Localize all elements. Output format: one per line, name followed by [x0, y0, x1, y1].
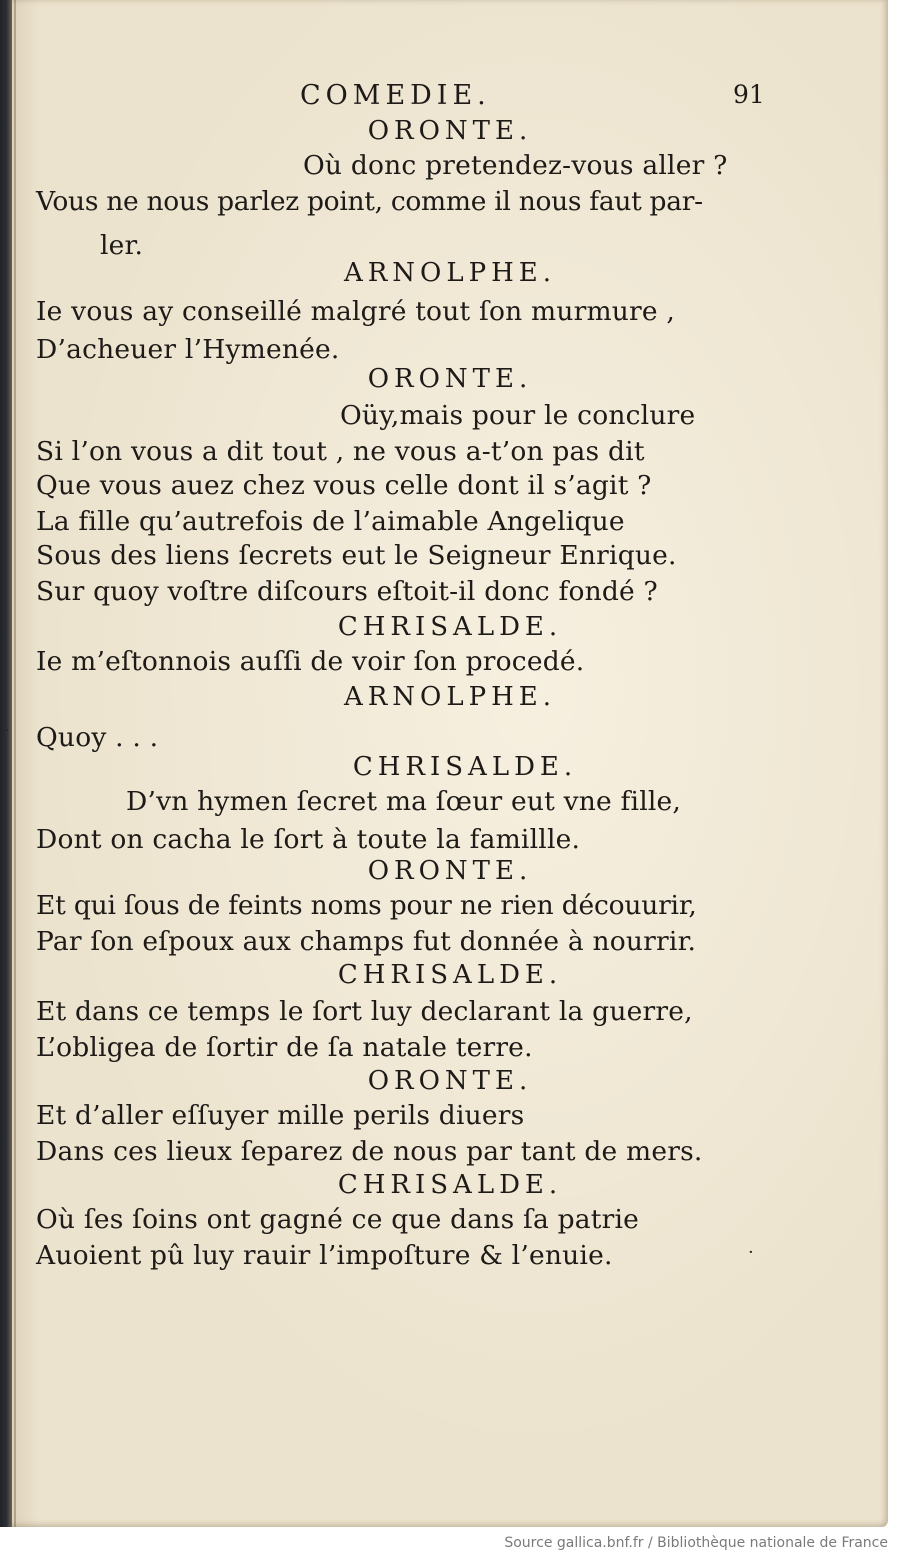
speaker-name: ARNOLPHE. [343, 682, 557, 712]
speaker-name: CHRISALDE. [337, 960, 563, 990]
verse-line: Si l’on vous a dit tout , ne vous a-t’on pas dit [36, 436, 645, 467]
verse-line: Dont on cacha le ſort à toute la famillle. [36, 824, 581, 855]
verse-line: La fille qu’autrefois de l’aimable Angelique [36, 506, 625, 537]
verse-line: Dans ces lieux ſeparez de nous par tant de mers. [36, 1136, 703, 1167]
verse-line: Ie vous ay conseillé malgré tout ſon murmure , [36, 296, 676, 327]
verse-line: D’acheuer l’Hymenée. [36, 334, 340, 365]
speaker-name: ORONTE. [367, 364, 533, 394]
verse-line: Par ſon eſpoux aux champs fut donnée à nourrir. [36, 926, 697, 957]
running-head: COMEDIE. [300, 80, 491, 111]
verse-line: Vous ne nous parlez point, comme il nous faut par- [36, 186, 703, 217]
page-number: 91 [733, 80, 765, 109]
book-spine [0, 0, 12, 1527]
margin-speck: · [4, 1168, 9, 1184]
verse-line: Ie m’eſtonnois auſſi de voir ſon procedé. [36, 646, 585, 677]
verse-line: Oüy,mais pour le conclure [340, 400, 696, 431]
speaker-name: CHRISALDE. [337, 612, 563, 642]
verse-line: ler. [100, 230, 144, 261]
verse-line: Sous des liens ſecrets eut le Seigneur Enrique. [36, 540, 677, 571]
speaker-name: CHRISALDE. [352, 752, 578, 782]
verse-line: Quoy . . . [36, 722, 159, 753]
verse-line: Sur quoy voſtre diſcours eſtoit-il donc fondé ? [36, 576, 658, 607]
verse-line: Et dans ce temps le ſort luy declarant la guerre, [36, 996, 693, 1027]
margin-speck: · [748, 1242, 754, 1263]
margin-speck: · [4, 720, 10, 741]
speaker-name: ARNOLPHE. [343, 258, 557, 288]
verse-line: Que vous auez chez vous celle dont il s’agit ? [36, 470, 652, 501]
verse-line: Et d’aller eſſuyer mille perils diuers [36, 1100, 525, 1131]
speaker-name: ORONTE. [367, 116, 533, 146]
verse-line: Auoient pû luy rauir l’impoſture & l’enuie. [36, 1240, 613, 1271]
verse-line: D’vn hymen ſecret ma ſœur eut vne fille, [126, 786, 682, 817]
speaker-name: ORONTE. [367, 856, 533, 886]
speaker-name: ORONTE. [367, 1066, 533, 1096]
verse-line: Et qui ſous de feints noms pour ne rien découurir, [36, 890, 697, 921]
speaker-name: CHRISALDE. [337, 1170, 563, 1200]
source-credit: Source gallica.bnf.fr / Bibliothèque nationale de France [504, 1535, 888, 1551]
verse-line: Où donc pretendez-vous aller ? [303, 150, 728, 181]
verse-line: L’obligea de ſortir de ſa natale terre. [36, 1032, 533, 1063]
verse-line: Où ſes ſoins ont gagné ce que dans ſa patrie [36, 1204, 640, 1235]
